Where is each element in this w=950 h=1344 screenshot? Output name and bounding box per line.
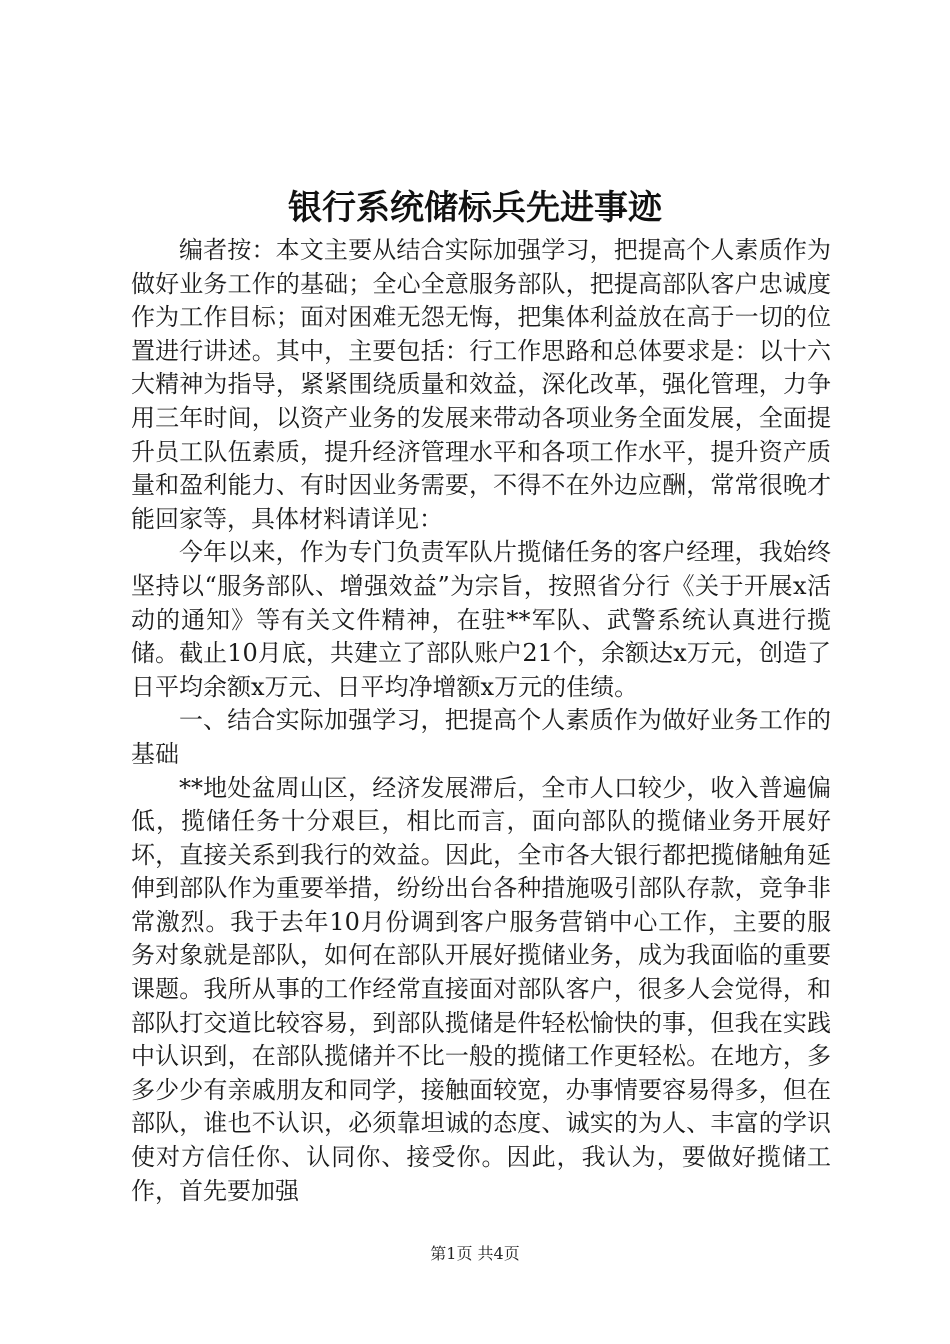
- paragraph-editor-note: 编者按：本文主要从结合实际加强学习，把提高个人素质作为做好业务工作的基础；全心全意服务部队，把提高部队客户忠诚度作为工作目标；面对困难无怨无悔，把集体利益放在高于一切的位置进行讲述。其中，主要包括：行工作思路和总体要求是：以十六大精神为指导，紧紧围绕质量和效益，深化改革，强化管理，力争用三年时间，以资产业务的发展来带动各项业务全面发展，全面提升员工队伍素质，提升经济管理水平和各项工作水平，提升资产质量和盈利能力、有时因业务需要，不得不在外边应酬，常常很晚才能回家等，具体材料请详见：: [131, 236, 831, 533]
- section-heading-1: 一、结合实际加强学习，把提高个人素质作为做好业务工作的基础: [131, 706, 831, 768]
- document-body: [131, 234, 831, 1208]
- paragraph-intro: 今年以来，作为专门负责军队片揽储任务的客户经理，我始终坚持以“服务部队、增强效益”为宗旨，按照省分行《关于开展x活动的通知》等有关文件精神，在驻**军队、武警系统认真进行揽储。截止10月底，共建立了部队账户21个，余额达x万元，创造了日平均余额x万元、日平均净增额x万元的佳绩。: [131, 538, 831, 701]
- page-footer: 第1页 共4页: [430, 1244, 520, 1263]
- paragraph-section-1: **地处盆周山区，经济发展滞后，全市人口较少，收入普遍偏低，揽储任务十分艰巨，相比而言，面向部队的揽储业务开展好坏，直接关系到我行的效益。因此，全市各大银行都把揽储触角延伸到部队作为重要举措，纷纷出台各种措施吸引部队存款，竞争非常激烈。我于去年10月份调到客户服务营销中心工作，主要的服务对象就是部队，如何在部队开展好揽储业务，成为我面临的重要课题。我所从事的工作经常直接面对部队客户，很多人会觉得，和部队打交道比较容易，到部队揽储是件轻松愉快的事，但我在实践中认识到，在部队揽储并不比一般的揽储工作更轻松。在地方，多多少少有亲戚朋友和同学，接触面较宽，办事情要容易得多，但在部队，谁也不认识，必须靠坦诚的态度、诚实的为人、丰富的学识使对方信任你、认同你、接受你。因此，我认为，要做好揽储工作，首先要加强: [131, 773, 831, 1205]
- document-title: 银行系统储标兵先进事迹: [288, 188, 662, 228]
